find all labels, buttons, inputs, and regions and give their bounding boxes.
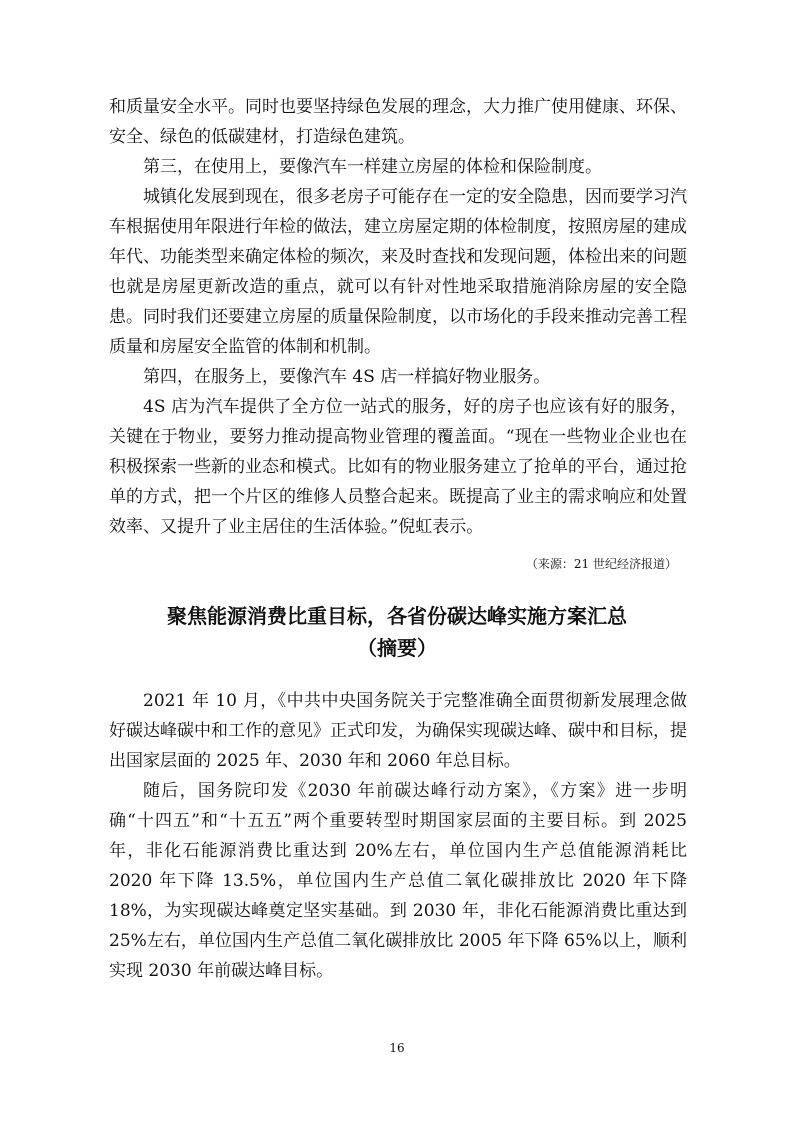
paragraph-inspection: 城镇化发展到现在，很多老房子可能存在一定的安全隐患，因而要学习汽车根据使用年限进行年检的做法，建立房屋定期的体检制度，按照房屋的建成年代、功能类型来确定体检的频次，来及时查找和发现问题，体检出来的问题也就是房屋更新改造的重点，就可以有针对性地采取措施消除房屋的安全隐患。同时我们还要建立房屋的质量保险制度，以市场化的手段来推动完善工程质量和房屋安全监管的体制和机制。 bbox=[109, 187, 687, 357]
paragraph-property-service: 4S 店为汽车提供了全方位一站式的服务，好的房子也应该有好的服务，关键在于物业，要努力推动提高物业管理的覆盖面。“现在一些物业企业也在积极探索一些新的业态和模式。比如有的物业服务建立了抢单的平台，通过抢单的方式，把一个片区的维修人员整合起来。既提高了业主的需求响应和处置效率、又提升了业主居住的生活体验。”倪虹表示。 bbox=[109, 397, 687, 537]
paragraph-heading-fourth: 第四，在服务上，要像汽车 4S 店一样搞好物业服务。 bbox=[143, 367, 551, 387]
paragraph-continuation: 和质量安全水平。同时也要坚持绿色发展的理念，大力推广使用健康、环保、安全、绿色的低碳建材，打造绿色建筑。 bbox=[109, 97, 687, 147]
article-body bbox=[109, 686, 687, 986]
article-title: 聚焦能源消费比重目标，各省份碳达峰实施方案汇总 bbox=[167, 604, 627, 628]
article-end-text bbox=[109, 92, 687, 542]
paragraph-heading-third: 第三，在使用上，要像汽车一样建立房屋的体检和保险制度。 bbox=[143, 157, 602, 177]
source-note: （来源：21 世纪经济报道） bbox=[525, 557, 677, 571]
page-number: 16 bbox=[389, 1041, 405, 1055]
paragraph-action-plan: 随后，国务院印发《2030 年前碳达峰行动方案》，《方案》进一步明确“十四五”和“十五五”两个重要转型时期国家层面的主要目标。到 2025 年，非化石能源消费比重达到 20%左右，单位国内生产总值能源消耗比 2020 年下降 13.5%，单位国内生产总值二氧化碳排放比 2020 年下降 18%，为实现碳达峰奠定坚实基础。到 2030 年，非化石能源消费比重达到 25%左右，单位国内生产总值二氧化碳排放比 2005 年下降 65%以上，顺利实现 2030 年前碳达峰目标。 bbox=[109, 781, 687, 981]
paragraph-opinion: 2021 年 10 月，《中共中央国务院关于完整准确全面贯彻新发展理念做好碳达峰碳中和工作的意见》正式印发，为确保实现碳达峰、碳中和目标，提出国家层面的 2025 年、2030 年和 2060 年总目标。 bbox=[109, 691, 687, 771]
article-subtitle: （摘要） bbox=[357, 636, 437, 660]
